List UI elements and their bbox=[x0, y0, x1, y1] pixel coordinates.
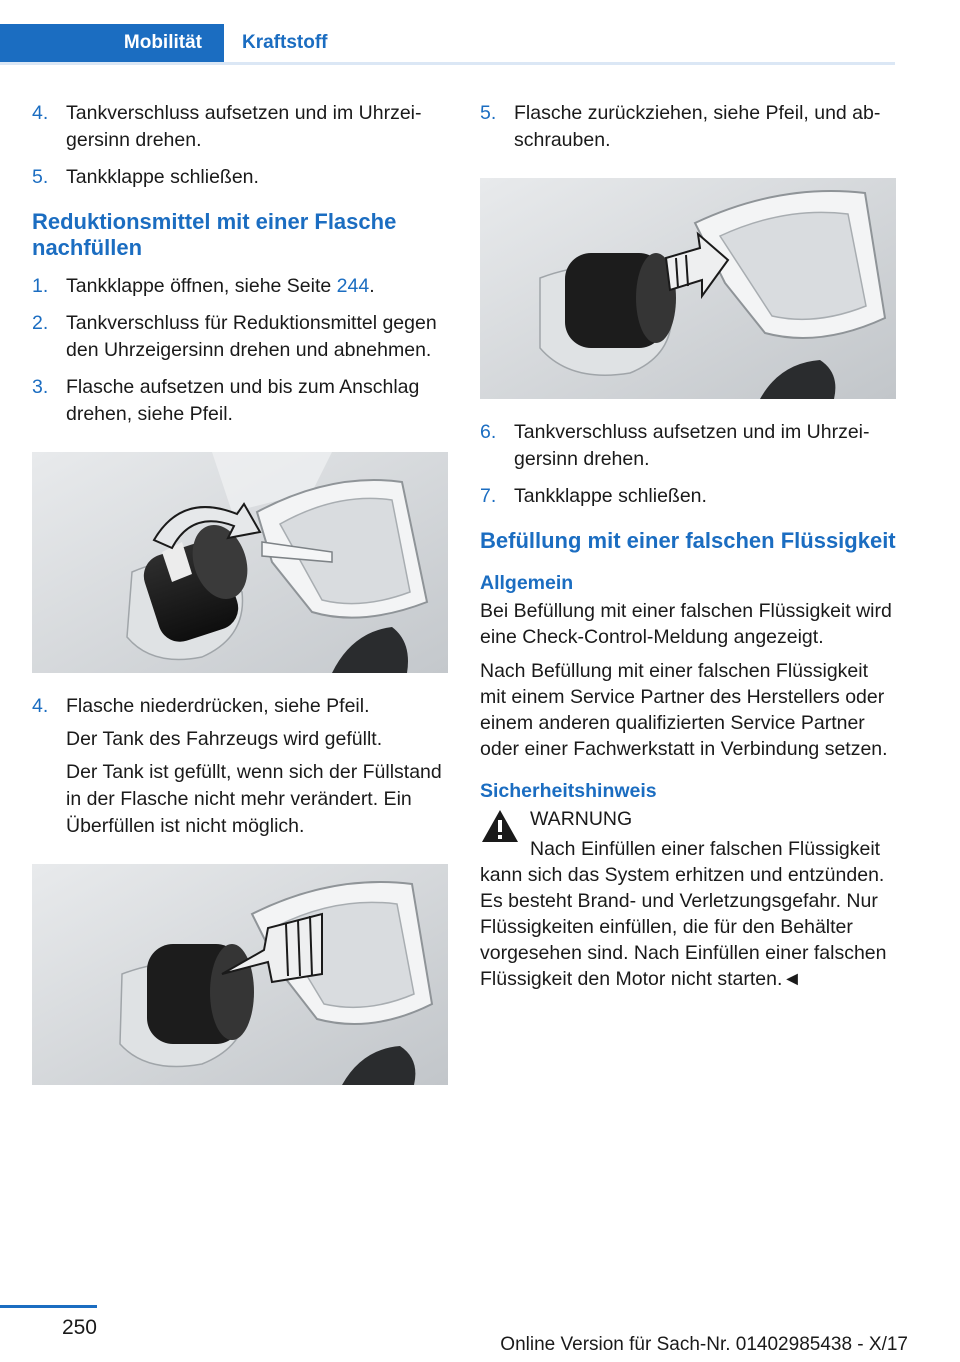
step-1 bbox=[32, 273, 448, 300]
step-text: Der Tank des Fahrzeugs wird gefüllt. bbox=[66, 728, 383, 750]
step-5a bbox=[32, 164, 448, 191]
subheading-allgemein: Allgemein bbox=[480, 572, 574, 594]
step-number: 4. bbox=[32, 102, 49, 124]
step-text: Tankverschluss aufsetzen und im Uhrzeigersinn drehen. bbox=[66, 102, 422, 151]
paragraph-service-partner: Nach Befüllung mit einer falschen Flüssigkeit mit einem Service Partner des Herstellers oder einem anderen qualifizierten Service Partner oder einer Fachwerkstatt in Verbindung setzen. bbox=[480, 660, 888, 760]
figure-bottle-pull bbox=[480, 178, 896, 399]
left-column bbox=[32, 100, 448, 1105]
page-number: 250 bbox=[61, 1316, 97, 1339]
warning-triangle-icon bbox=[480, 808, 520, 844]
warning-block bbox=[480, 806, 896, 992]
step-text: Tankklappe öffnen, siehe Seite bbox=[66, 275, 337, 297]
subheading-sicherheitshinweis: Sicherheitshinweis bbox=[480, 780, 657, 802]
step-text: Tankklappe schließen. bbox=[514, 485, 707, 507]
step-text: Tankverschluss für Reduktionsmittel gegen den Uhrzeigersinn drehen und abnehmen. bbox=[66, 312, 437, 361]
step-6 bbox=[480, 419, 896, 473]
step-text: Flasche niederdrücken, siehe Pfeil. bbox=[66, 695, 370, 717]
footer-online-version: Online Version für Sach-Nr. 01402985438 - X/17 bbox=[500, 1334, 908, 1355]
step-text: Flasche aufsetzen und bis zum Anschlag drehen, siehe Pfeil. bbox=[66, 376, 420, 425]
figure-bottle-twist bbox=[32, 452, 448, 673]
step-text: Tankverschluss aufsetzen und im Uhrzeigersinn drehen. bbox=[514, 421, 870, 470]
header-tabbar bbox=[0, 24, 895, 65]
step-text: Tankklappe schließen. bbox=[66, 166, 259, 188]
tab-kraftstoff[interactable]: Kraftstoff bbox=[242, 32, 328, 53]
step-2 bbox=[32, 310, 448, 364]
step-text: Flasche zurückziehen, siehe Pfeil, und abschrauben. bbox=[514, 102, 881, 151]
step-number: 1. bbox=[32, 275, 49, 297]
page-link[interactable]: 244 bbox=[336, 275, 370, 297]
warning-label: WARNUNG bbox=[530, 808, 633, 830]
step-number: 5. bbox=[32, 166, 49, 188]
step-number: 6. bbox=[480, 421, 497, 443]
section-heading-wrong-fluid: Befüllung mit einer falschen Flüssigkeit bbox=[480, 528, 896, 553]
step-number: 3. bbox=[32, 376, 49, 398]
step-5b bbox=[480, 100, 896, 154]
warning-text-rest: kann sich das System erhitzen und entzünden. Es besteht Brand- und Verletzungsgefahr. Nur Flüssigkeiten einfüllen, die für den Behälter vorgesehen sind. Nach Einfüllen einer falschen Flüssigkeit den Motor nicht starten.◄ bbox=[480, 864, 887, 990]
step-number: 4. bbox=[32, 695, 49, 717]
step-text: Der Tank ist gefüllt, wenn sich der Füllstand in der Flasche nicht mehr verändert. Ein Überfüllen ist nicht möglich. bbox=[66, 761, 442, 837]
step-text: . bbox=[369, 275, 375, 297]
step-4b bbox=[32, 693, 448, 840]
tab-mobilitaet[interactable]: Mobilität bbox=[0, 24, 224, 62]
section-heading-refill: Reduktionsmittel mit einer Flasche nachfüllen bbox=[32, 209, 397, 260]
step-3 bbox=[32, 374, 448, 428]
step-number: 2. bbox=[32, 312, 49, 334]
right-column bbox=[480, 100, 896, 992]
step-number: 5. bbox=[480, 102, 497, 124]
step-number: 7. bbox=[480, 485, 497, 507]
footer-rule bbox=[0, 1305, 97, 1308]
step-4a bbox=[32, 100, 448, 154]
warning-text-first: Nach Einfüllen einer falschen Flüssigkeit bbox=[530, 838, 881, 860]
figure-bottle-press bbox=[32, 864, 448, 1085]
paragraph-check-control: Bei Befüllung mit einer falschen Flüssigkeit wird eine Check-Control-Meldung angezeigt. bbox=[480, 600, 892, 648]
step-7 bbox=[480, 483, 896, 510]
